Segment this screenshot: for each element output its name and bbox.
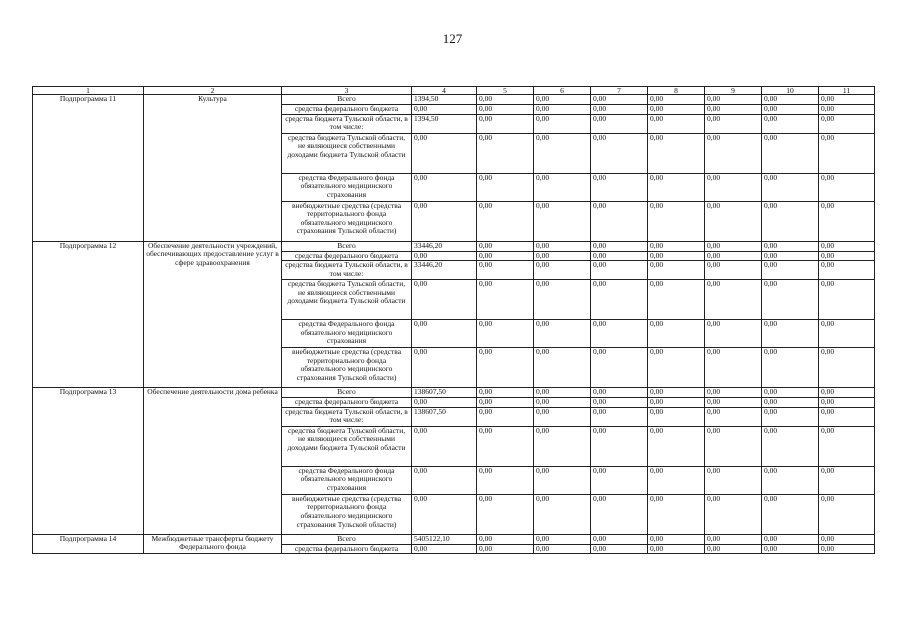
amount-cell: 0,00	[819, 173, 875, 201]
column-header: 6	[534, 87, 591, 95]
amount-cell: 0,00	[648, 388, 705, 398]
amount-cell: 0,00	[648, 173, 705, 201]
amount-cell: 0,00	[534, 348, 591, 388]
amount-cell: 0,00	[591, 241, 648, 251]
amount-cell: 0,00	[591, 426, 648, 466]
column-header: 10	[762, 87, 819, 95]
amount-cell: 0,00	[534, 320, 591, 348]
amount-cell: 0,00	[412, 201, 477, 241]
amount-cell: 0,00	[762, 280, 819, 320]
amount-cell: 0,00	[534, 494, 591, 534]
table-row	[33, 534, 875, 544]
table-row	[33, 388, 875, 398]
amount-cell: 0,00	[762, 261, 819, 280]
amount-cell: 0,00	[648, 241, 705, 251]
amount-cell: 0,00	[705, 280, 762, 320]
header-row	[33, 87, 875, 95]
subprogram-name: Подпрограмма 13	[33, 388, 144, 535]
amount-cell: 0,00	[819, 201, 875, 241]
amount-cell: 0,00	[705, 466, 762, 494]
funding-source: средства федерального бюджета	[282, 105, 412, 115]
amount-cell: 0,00	[412, 133, 477, 173]
amount-cell: 0,00	[705, 398, 762, 408]
amount-cell: 0,00	[477, 426, 534, 466]
amount-cell: 0,00	[648, 544, 705, 554]
amount-cell: 0,00	[477, 201, 534, 241]
column-header: 7	[591, 87, 648, 95]
amount-cell: 0,00	[705, 534, 762, 544]
amount-cell: 0,00	[648, 105, 705, 115]
amount-cell: 0,00	[819, 348, 875, 388]
amount-cell: 0,00	[819, 261, 875, 280]
subprogram-name: Подпрограмма 11	[33, 95, 144, 242]
funding-source: средства Федерального фонда обязательного медицинского страхования	[282, 173, 412, 201]
subprogram-title: Обеспечение деятельности учреждений, обеспечивающих предоставление услуг в сфере здравоохранения	[144, 241, 282, 388]
amount-cell: 0,00	[591, 398, 648, 408]
amount-cell: 0,00	[591, 95, 648, 105]
amount-cell: 0,00	[534, 466, 591, 494]
amount-cell: 0,00	[648, 201, 705, 241]
funding-source: средства бюджета Тульской области, не являющиеся собственными доходами бюджета Тульской области	[282, 280, 412, 320]
amount-cell: 0,00	[819, 398, 875, 408]
funding-source: средства бюджета Тульской области, в том числе:	[282, 261, 412, 280]
funding-source: Всего	[282, 388, 412, 398]
amount-cell: 0,00	[534, 534, 591, 544]
amount-cell: 0,00	[534, 105, 591, 115]
amount-cell: 0,00	[762, 320, 819, 348]
amount-cell: 0,00	[412, 173, 477, 201]
amount-cell: 0,00	[648, 261, 705, 280]
amount-cell: 0,00	[762, 494, 819, 534]
amount-cell: 0,00	[591, 348, 648, 388]
page-number: 127	[442, 31, 463, 46]
amount-cell: 0,00	[762, 407, 819, 426]
subprogram-title: Межбюджетные трансферты бюджету Федерального фонда	[144, 534, 282, 554]
amount-cell: 0,00	[762, 201, 819, 241]
amount-cell: 0,00	[534, 173, 591, 201]
amount-cell: 0,00	[477, 407, 534, 426]
amount-cell: 0,00	[819, 426, 875, 466]
amount-cell: 0,00	[819, 534, 875, 544]
amount-cell: 0,00	[762, 105, 819, 115]
amount-cell: 0,00	[705, 95, 762, 105]
amount-cell: 0,00	[819, 95, 875, 105]
amount-cell: 0,00	[591, 544, 648, 554]
amount-cell: 0,00	[762, 114, 819, 133]
amount-cell: 0,00	[705, 407, 762, 426]
amount-cell: 0,00	[762, 398, 819, 408]
amount-cell: 0,00	[648, 251, 705, 261]
amount-cell: 0,00	[648, 398, 705, 408]
amount-cell: 0,00	[819, 251, 875, 261]
amount-cell: 0,00	[819, 241, 875, 251]
amount-cell: 0,00	[705, 320, 762, 348]
amount-cell: 0,00	[762, 534, 819, 544]
amount-cell: 0,00	[648, 348, 705, 388]
amount-cell: 0,00	[534, 398, 591, 408]
amount-cell: 0,00	[534, 95, 591, 105]
funding-source: Всего	[282, 95, 412, 105]
amount-cell: 0,00	[819, 388, 875, 398]
amount-cell: 0,00	[648, 426, 705, 466]
amount-cell: 0,00	[648, 494, 705, 534]
amount-cell: 0,00	[534, 114, 591, 133]
table-body	[33, 87, 875, 554]
amount-cell: 0,00	[477, 494, 534, 534]
amount-cell: 0,00	[705, 105, 762, 115]
amount-cell: 0,00	[819, 544, 875, 554]
amount-cell: 0,00	[762, 388, 819, 398]
funding-source: средства Федерального фонда обязательного медицинского страхования	[282, 320, 412, 348]
amount-cell: 0,00	[648, 95, 705, 105]
column-header: 1	[33, 87, 144, 95]
budget-table	[32, 86, 875, 554]
amount-cell: 5405122,10	[412, 534, 477, 544]
amount-cell: 0,00	[477, 388, 534, 398]
amount-cell: 0,00	[819, 407, 875, 426]
amount-cell: 0,00	[534, 426, 591, 466]
column-header: 3	[282, 87, 412, 95]
amount-cell: 138607,50	[412, 388, 477, 398]
table-row	[33, 241, 875, 251]
amount-cell: 0,00	[705, 494, 762, 534]
amount-cell: 0,00	[477, 348, 534, 388]
funding-source: внебюджетные средства (средства территориального фонда обязательного медицинского страхования Тульской области)	[282, 494, 412, 534]
amount-cell: 0,00	[412, 320, 477, 348]
amount-cell: 0,00	[534, 544, 591, 554]
amount-cell: 0,00	[591, 105, 648, 115]
amount-cell: 0,00	[705, 133, 762, 173]
amount-cell: 0,00	[819, 466, 875, 494]
amount-cell: 0,00	[762, 95, 819, 105]
amount-cell: 0,00	[705, 426, 762, 466]
subprogram-title: Обеспечение деятельности дома ребенка	[144, 388, 282, 535]
amount-cell: 0,00	[648, 133, 705, 173]
amount-cell: 33446,20	[412, 261, 477, 280]
amount-cell: 1394,50	[412, 95, 477, 105]
amount-cell: 0,00	[477, 280, 534, 320]
amount-cell: 0,00	[705, 388, 762, 398]
funding-source: средства бюджета Тульской области, в том числе:	[282, 114, 412, 133]
amount-cell: 0,00	[591, 320, 648, 348]
amount-cell: 0,00	[477, 534, 534, 544]
amount-cell: 0,00	[477, 241, 534, 251]
amount-cell: 0,00	[591, 534, 648, 544]
amount-cell: 0,00	[762, 544, 819, 554]
amount-cell: 0,00	[705, 261, 762, 280]
subprogram-title: Культура	[144, 95, 282, 242]
funding-source: средства бюджета Тульской области, не являющиеся собственными доходами бюджета Тульской области	[282, 426, 412, 466]
amount-cell: 0,00	[591, 201, 648, 241]
amount-cell: 0,00	[412, 426, 477, 466]
amount-cell: 0,00	[648, 114, 705, 133]
amount-cell: 138607,50	[412, 407, 477, 426]
funding-source: средства федерального бюджета	[282, 544, 412, 554]
amount-cell: 0,00	[705, 173, 762, 201]
amount-cell: 0,00	[591, 407, 648, 426]
column-header: 2	[144, 87, 282, 95]
amount-cell: 0,00	[477, 173, 534, 201]
amount-cell: 0,00	[762, 173, 819, 201]
amount-cell: 0,00	[591, 173, 648, 201]
amount-cell: 0,00	[412, 466, 477, 494]
funding-source: внебюджетные средства (средства территориального фонда обязательного медицинского страхования Тульской области)	[282, 201, 412, 241]
amount-cell: 0,00	[819, 280, 875, 320]
amount-cell: 0,00	[648, 407, 705, 426]
amount-cell: 0,00	[705, 544, 762, 554]
amount-cell: 0,00	[477, 105, 534, 115]
amount-cell: 0,00	[477, 398, 534, 408]
amount-cell: 0,00	[477, 466, 534, 494]
amount-cell: 0,00	[534, 241, 591, 251]
amount-cell: 0,00	[648, 466, 705, 494]
amount-cell: 0,00	[591, 494, 648, 534]
amount-cell: 1394,50	[412, 114, 477, 133]
amount-cell: 0,00	[477, 261, 534, 280]
amount-cell: 0,00	[819, 114, 875, 133]
amount-cell: 0,00	[648, 280, 705, 320]
amount-cell: 0,00	[762, 251, 819, 261]
amount-cell: 0,00	[705, 348, 762, 388]
amount-cell: 0,00	[705, 241, 762, 251]
amount-cell: 0,00	[477, 95, 534, 105]
column-header: 8	[648, 87, 705, 95]
amount-cell: 0,00	[591, 280, 648, 320]
amount-cell: 0,00	[534, 261, 591, 280]
funding-source: средства бюджета Тульской области, не являющиеся собственными доходами бюджета Тульской области	[282, 133, 412, 173]
amount-cell: 0,00	[412, 251, 477, 261]
amount-cell: 0,00	[412, 105, 477, 115]
amount-cell: 0,00	[648, 534, 705, 544]
amount-cell: 0,00	[591, 133, 648, 173]
amount-cell: 0,00	[534, 280, 591, 320]
amount-cell: 0,00	[534, 407, 591, 426]
amount-cell: 0,00	[591, 114, 648, 133]
amount-cell: 0,00	[412, 280, 477, 320]
column-header: 5	[477, 87, 534, 95]
amount-cell: 0,00	[819, 494, 875, 534]
amount-cell: 0,00	[819, 320, 875, 348]
amount-cell: 0,00	[762, 241, 819, 251]
amount-cell: 0,00	[819, 133, 875, 173]
funding-source: средства федерального бюджета	[282, 251, 412, 261]
amount-cell: 0,00	[648, 320, 705, 348]
funding-source: средства федерального бюджета	[282, 398, 412, 408]
amount-cell: 0,00	[412, 494, 477, 534]
amount-cell: 0,00	[762, 133, 819, 173]
amount-cell: 0,00	[534, 201, 591, 241]
amount-cell: 0,00	[591, 388, 648, 398]
amount-cell: 0,00	[534, 133, 591, 173]
funding-source: Всего	[282, 241, 412, 251]
column-header: 9	[705, 87, 762, 95]
subprogram-name: Подпрограмма 14	[33, 534, 144, 554]
amount-cell: 0,00	[762, 466, 819, 494]
amount-cell: 0,00	[477, 133, 534, 173]
amount-cell: 0,00	[591, 251, 648, 261]
amount-cell: 0,00	[819, 105, 875, 115]
amount-cell: 0,00	[534, 388, 591, 398]
table-row	[33, 95, 875, 105]
funding-source: средства бюджета Тульской области, в том числе:	[282, 407, 412, 426]
amount-cell: 0,00	[412, 398, 477, 408]
amount-cell: 0,00	[591, 466, 648, 494]
funding-source: внебюджетные средства (средства территориального фонда обязательного медицинского страхования Тульской области)	[282, 348, 412, 388]
amount-cell: 0,00	[762, 426, 819, 466]
amount-cell: 33446,20	[412, 241, 477, 251]
amount-cell: 0,00	[705, 251, 762, 261]
amount-cell: 0,00	[477, 251, 534, 261]
funding-source: Всего	[282, 534, 412, 544]
funding-source: средства Федерального фонда обязательного медицинского страхования	[282, 466, 412, 494]
amount-cell: 0,00	[705, 114, 762, 133]
amount-cell: 0,00	[534, 251, 591, 261]
amount-cell: 0,00	[477, 114, 534, 133]
amount-cell: 0,00	[705, 201, 762, 241]
amount-cell: 0,00	[412, 544, 477, 554]
amount-cell: 0,00	[477, 320, 534, 348]
amount-cell: 0,00	[591, 261, 648, 280]
column-header: 4	[412, 87, 477, 95]
amount-cell: 0,00	[762, 348, 819, 388]
subprogram-name: Подпрограмма 12	[33, 241, 144, 388]
amount-cell: 0,00	[412, 348, 477, 388]
amount-cell: 0,00	[477, 544, 534, 554]
column-header: 11	[819, 87, 875, 95]
